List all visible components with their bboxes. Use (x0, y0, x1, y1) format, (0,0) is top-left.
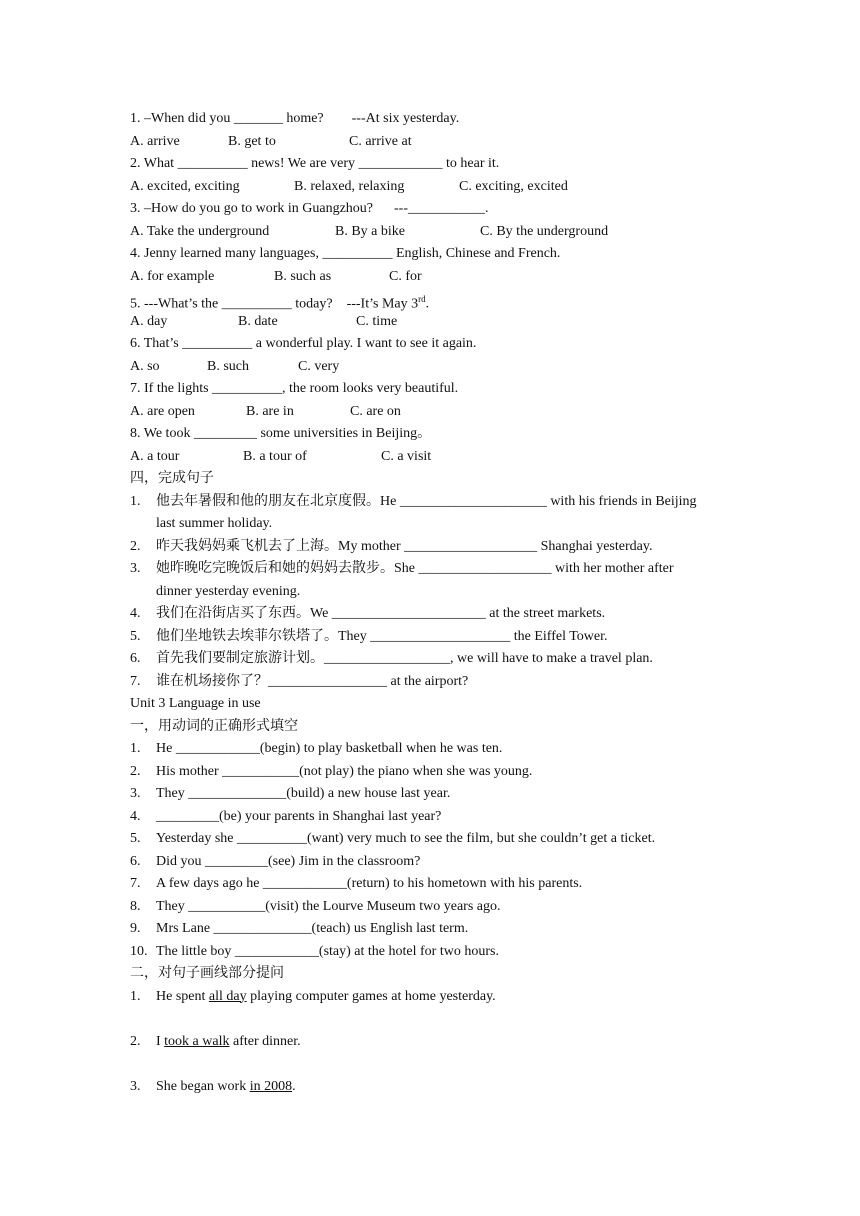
verb-item (130, 896, 740, 919)
item-text (156, 1076, 296, 1099)
item-text (156, 986, 496, 1009)
item-text: They ______________(build) a new house last year. (156, 786, 451, 801)
verb-item (130, 918, 740, 941)
option-b: B. such as (274, 268, 332, 284)
option-c: C. are on (350, 403, 401, 419)
item-text (156, 1031, 301, 1054)
item-number: 3. (130, 561, 141, 576)
item-text: 我们在沿街店买了东西。We ______________________ at the street markets. (156, 606, 606, 621)
sentence-line (130, 491, 740, 514)
item-number: 9. (130, 921, 141, 936)
option-a: A. day (130, 313, 168, 329)
option-a: A. arrive (130, 133, 180, 149)
item-text: Did you _________(see) Jim in the classroom? (156, 853, 421, 869)
item-number: 10. (130, 943, 148, 959)
item-text: Yesterday she __________(want) very much to see the film, but she couldn’t get a ticket. (156, 831, 656, 846)
option-a: A. so (130, 358, 160, 374)
option-a: A. a tour (130, 448, 180, 464)
option-b: B. date (238, 313, 278, 329)
option-b: B. relaxed, relaxing (294, 178, 405, 194)
underlined-part: took a walk (164, 1033, 230, 1049)
options-row (130, 131, 740, 154)
item-text: 他去年暑假和他的朋友在北京度假。He _____________________ with his friends in Beijing (156, 493, 697, 509)
sentence-item (130, 648, 740, 671)
question-item (130, 986, 740, 1009)
text-before: She began work (156, 1078, 250, 1094)
item-continuation: dinner yesterday evening. (156, 583, 301, 599)
verb-item (130, 783, 740, 806)
question-underlined-section (130, 986, 740, 1099)
item-number: 1. (130, 741, 141, 756)
item-number: 2. (130, 538, 141, 554)
question-item (130, 1076, 740, 1099)
option-c: C. exciting, excited (459, 178, 568, 194)
item-text: 他们坐地铁去埃菲尔铁塔了。They ____________________ the Eiffel Tower. (156, 628, 608, 644)
answer-space (130, 1053, 740, 1076)
multiple-choice-section (130, 108, 740, 468)
option-b: B. a tour of (243, 448, 307, 464)
option-c: C. By the underground (480, 223, 609, 239)
question-line: 3. –How do you go to work in Guangzhou? ---___________. (130, 201, 489, 216)
text-after: playing computer games at home yesterday. (246, 988, 496, 1004)
option-c: C. time (356, 313, 398, 329)
question-line: 8. We took _________ some universities in Beijing。 (130, 426, 432, 441)
item-text: His mother ___________(not play) the piano when she was young. (156, 763, 533, 779)
item-number: 5. (130, 831, 141, 846)
options-row (130, 311, 740, 334)
option-c: C. very (298, 358, 340, 374)
option-c: C. a visit (381, 448, 432, 464)
item-continuation: last summer holiday. (156, 516, 273, 531)
sentence-line (130, 603, 740, 626)
item-number: 7. (130, 673, 141, 689)
item-number: 6. (130, 651, 141, 666)
options-row (130, 221, 740, 244)
item-text: He ____________(begin) to play basketball when he was ten. (156, 741, 503, 756)
item-number: 3. (130, 1078, 141, 1094)
sentence-item (130, 671, 740, 694)
underlined-part: in 2008 (249, 1078, 293, 1094)
item-text: A few days ago he ____________(return) to his hometown with his parents. (156, 876, 583, 891)
question-line: 4. Jenny learned many languages, __________ English, Chinese and French. (130, 246, 561, 261)
options-row (130, 176, 740, 199)
sentence-item (130, 491, 740, 536)
item-text: 谁在机场接你了？_________________ at the airport? (156, 673, 469, 689)
item-number: 4. (130, 808, 141, 824)
item-number: 4. (130, 606, 141, 621)
item-number: 7. (130, 876, 141, 891)
text-before: He spent (156, 988, 209, 1004)
question-line: 7. If the lights __________, the room looks very beautiful. (130, 381, 459, 396)
item-text: 她昨晚吃完晚饭后和她的妈妈去散步。She ___________________ with her mother after (156, 561, 674, 576)
text-after: . (292, 1078, 296, 1094)
option-b: B. are in (246, 403, 294, 419)
sentence-line (130, 536, 740, 559)
item-number: 5. (130, 628, 141, 644)
question-line: 5. ---What’s the __________ today? ---It’s May 3rd. (130, 294, 430, 311)
options-row (130, 356, 740, 379)
item-number: 2. (130, 1033, 141, 1049)
unit-title: Unit 3 Language in use (130, 696, 261, 711)
options-row (130, 446, 740, 469)
option-a: A. for example (130, 268, 215, 284)
complete-sentences-section (130, 491, 740, 694)
verb-item (130, 851, 740, 874)
item-number: 6. (130, 853, 141, 869)
sentence-item (130, 626, 740, 649)
worksheet-content (130, 108, 740, 1098)
underlined-part: all day (208, 988, 247, 1004)
options-row (130, 401, 740, 424)
sentence-item (130, 536, 740, 559)
option-a: A. are open (130, 403, 195, 419)
option-b: B. such (207, 358, 249, 374)
section-heading: 一，用动词的正确形式填空 (130, 718, 298, 734)
question-line: 1. –When did you _______ home? ---At six yesterday. (130, 111, 460, 126)
item-text: 首先我们要制定旅游计划。__________________, we will have to make a travel plan. (156, 651, 653, 666)
option-b: B. get to (228, 133, 276, 149)
section-heading: 四，完成句子 (130, 471, 214, 486)
verb-item (130, 738, 740, 761)
verb-item (130, 828, 740, 851)
item-text: They ___________(visit) the Lourve Museum two years ago. (156, 898, 501, 914)
sentence-line (130, 671, 740, 694)
item-number: 8. (130, 898, 141, 914)
verb-item (130, 761, 740, 784)
sentence-item (130, 603, 740, 626)
text-after: after dinner. (229, 1033, 301, 1049)
option-a: A. Take the underground (130, 223, 270, 239)
item-number: 1. (130, 988, 141, 1004)
verb-item (130, 941, 740, 964)
sentence-item (130, 558, 740, 603)
question-line: 2. What __________ news! We are very ____________ to hear it. (130, 156, 500, 171)
question-item (130, 1031, 740, 1054)
ordinal-suffix: rd (418, 294, 426, 304)
item-number: 3. (130, 786, 141, 801)
item-number: 1. (130, 493, 141, 509)
item-text: 昨天我妈妈乘飞机去了上海。My mother ___________________ Shanghai yesterday. (156, 538, 653, 554)
verb-item (130, 873, 740, 896)
item-text: _________(be) your parents in Shanghai last year? (156, 808, 442, 824)
sentence-line (130, 648, 740, 671)
item-text: Mrs Lane ______________(teach) us English last term. (156, 921, 469, 936)
item-number: 2. (130, 763, 141, 779)
question-line: 6. That’s __________ a wonderful play. I want to see it again. (130, 336, 477, 351)
sentence-line (130, 558, 740, 581)
option-c: C. for (389, 268, 422, 284)
section-heading: 二，对句子画线部分提问 (130, 966, 284, 981)
option-b: B. By a bike (335, 223, 405, 239)
options-row (130, 266, 740, 289)
item-text: The little boy ____________(stay) at the hotel for two hours. (156, 943, 499, 959)
text-before: I (156, 1033, 165, 1049)
verb-item (130, 806, 740, 829)
verb-form-section (130, 738, 740, 963)
sentence-line (130, 626, 740, 649)
option-c: C. arrive at (349, 133, 412, 149)
option-a: A. excited, exciting (130, 178, 240, 194)
answer-space (130, 1008, 740, 1031)
